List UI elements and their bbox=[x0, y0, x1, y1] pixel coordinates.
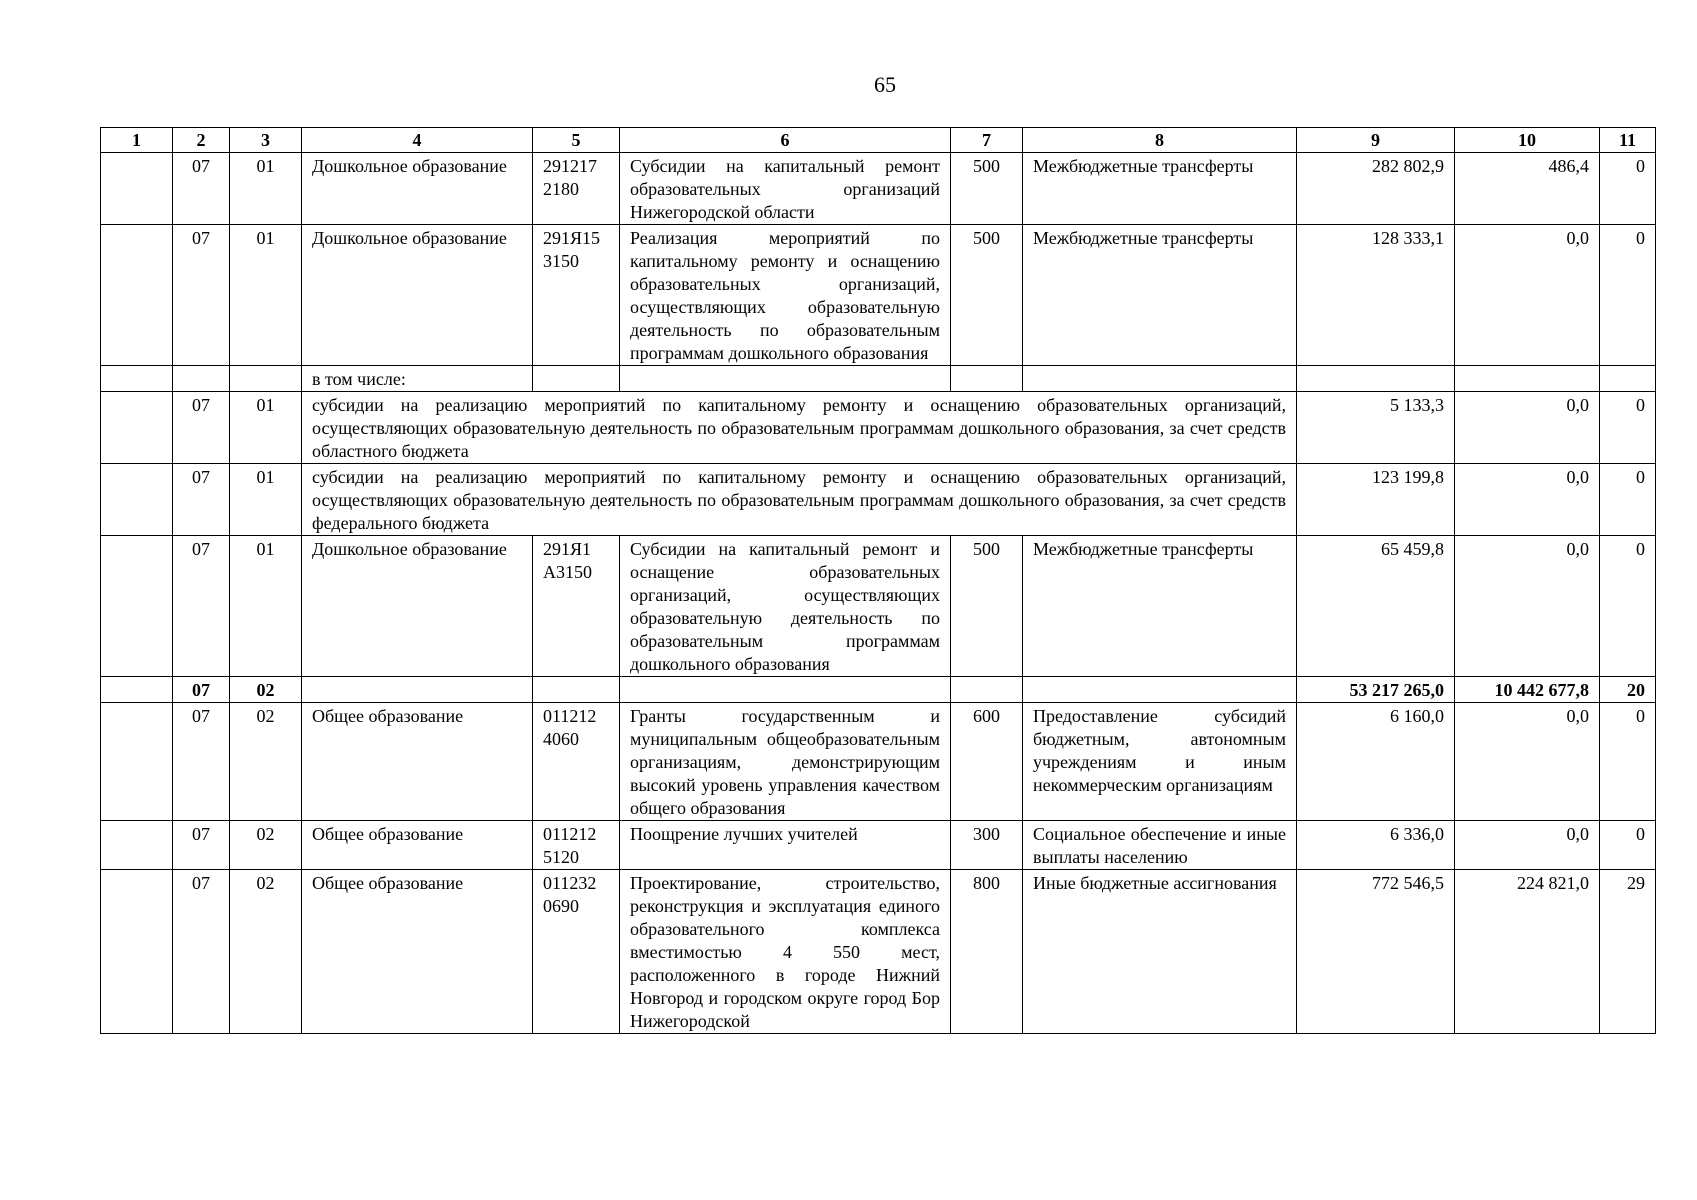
cell-target-name bbox=[620, 677, 951, 703]
cell-subsection: 01 bbox=[230, 225, 302, 366]
cell-section: 07 bbox=[173, 392, 230, 464]
cell-col11: 0 bbox=[1600, 536, 1656, 677]
cell-expense-name: Межбюджетные трансферты bbox=[1023, 153, 1297, 225]
table-row bbox=[101, 821, 1656, 870]
cell-expense-type bbox=[951, 366, 1023, 392]
cell-col1 bbox=[101, 464, 173, 536]
cell-target-code: 011212 4060 bbox=[533, 703, 620, 821]
cell-subsection: 01 bbox=[230, 536, 302, 677]
cell-target-code: 291Я1 А3150 bbox=[533, 536, 620, 677]
table-body bbox=[101, 153, 1656, 1034]
cell-amount: 5 133,3 bbox=[1297, 392, 1455, 464]
table-row bbox=[101, 870, 1656, 1034]
cell-subsection: 02 bbox=[230, 870, 302, 1034]
cell-target-name: Поощрение лучших учителей bbox=[620, 821, 951, 870]
cell-target-name: Реализация мероприятий по капитальному ремонту и оснащению образовательных организаций, осуществляющих образовательную деятельность по образовательным программам дошкольного образования bbox=[620, 225, 951, 366]
cell-expense-name: Межбюджетные трансферты bbox=[1023, 536, 1297, 677]
cell-amount: 65 459,8 bbox=[1297, 536, 1455, 677]
cell-amount-2: 224 821,0 bbox=[1455, 870, 1600, 1034]
cell-section: 07 bbox=[173, 677, 230, 703]
cell-target-code bbox=[533, 677, 620, 703]
cell-col11: 0 bbox=[1600, 392, 1656, 464]
table-row bbox=[101, 153, 1656, 225]
cell-col1 bbox=[101, 366, 173, 392]
cell-amount: 6 160,0 bbox=[1297, 703, 1455, 821]
cell-section: 07 bbox=[173, 821, 230, 870]
cell-section-name: Дошкольное образование bbox=[302, 536, 533, 677]
cell-section: 07 bbox=[173, 464, 230, 536]
column-header-11: 11 bbox=[1600, 128, 1656, 153]
cell-expense-type: 500 bbox=[951, 153, 1023, 225]
table-row bbox=[101, 536, 1656, 677]
cell-amount: 53 217 265,0 bbox=[1297, 677, 1455, 703]
column-header-5: 5 bbox=[533, 128, 620, 153]
cell-subsection: 01 bbox=[230, 464, 302, 536]
cell-amount-2: 486,4 bbox=[1455, 153, 1600, 225]
cell-col11: 20 bbox=[1600, 677, 1656, 703]
cell-target-name: Гранты государственным и муниципальным общеобразовательным организациям, демонстрирующим высокий уровень управления качеством общего образования bbox=[620, 703, 951, 821]
cell-col1 bbox=[101, 392, 173, 464]
cell-target-code: 291217 2180 bbox=[533, 153, 620, 225]
cell-target-name: Проектирование, строительство, реконструкция и эксплуатация единого образовательного комплекса вместимостью 4 550 мест, расположенного в городе Нижний Новгород и городском округе город Бор Нижегородской bbox=[620, 870, 951, 1034]
cell-amount-2 bbox=[1455, 366, 1600, 392]
table-row bbox=[101, 703, 1656, 821]
column-header-1: 1 bbox=[101, 128, 173, 153]
cell-expense-type: 500 bbox=[951, 225, 1023, 366]
cell-amount: 128 333,1 bbox=[1297, 225, 1455, 366]
cell-expense-name: Межбюджетные трансферты bbox=[1023, 225, 1297, 366]
table-row bbox=[101, 225, 1656, 366]
cell-expense-type: 800 bbox=[951, 870, 1023, 1034]
cell-section-name: Дошкольное образование bbox=[302, 225, 533, 366]
cell-expense-name: Социальное обеспечение и иные выплаты населению bbox=[1023, 821, 1297, 870]
budget-table bbox=[100, 127, 1656, 1034]
cell-col1 bbox=[101, 821, 173, 870]
cell-section-name bbox=[302, 677, 533, 703]
cell-subsection: 01 bbox=[230, 392, 302, 464]
column-header-9: 9 bbox=[1297, 128, 1455, 153]
cell-amount-2: 0,0 bbox=[1455, 703, 1600, 821]
cell-section bbox=[173, 366, 230, 392]
cell-section-name: в том числе: bbox=[302, 366, 533, 392]
cell-amount-2: 0,0 bbox=[1455, 464, 1600, 536]
cell-expense-type: 600 bbox=[951, 703, 1023, 821]
table-row bbox=[101, 677, 1656, 703]
cell-col1 bbox=[101, 153, 173, 225]
column-header-7: 7 bbox=[951, 128, 1023, 153]
cell-expense-name: Иные бюджетные ассигнования bbox=[1023, 870, 1297, 1034]
cell-target-code: 011212 5120 bbox=[533, 821, 620, 870]
cell-section-name: Общее образование bbox=[302, 870, 533, 1034]
page-number: 65 bbox=[874, 72, 896, 97]
cell-amount: 772 546,5 bbox=[1297, 870, 1455, 1034]
cell-col11: 0 bbox=[1600, 703, 1656, 821]
cell-subsection: 02 bbox=[230, 821, 302, 870]
column-header-4: 4 bbox=[302, 128, 533, 153]
cell-amount: 6 336,0 bbox=[1297, 821, 1455, 870]
cell-subsection: 01 bbox=[230, 153, 302, 225]
cell-section: 07 bbox=[173, 536, 230, 677]
cell-col1 bbox=[101, 677, 173, 703]
cell-amount bbox=[1297, 366, 1455, 392]
cell-amount-2: 0,0 bbox=[1455, 536, 1600, 677]
column-header-3: 3 bbox=[230, 128, 302, 153]
cell-col11: 0 bbox=[1600, 225, 1656, 366]
cell-section: 07 bbox=[173, 870, 230, 1034]
table-row bbox=[101, 464, 1656, 536]
cell-subsection bbox=[230, 366, 302, 392]
cell-section: 07 bbox=[173, 225, 230, 366]
cell-target-name bbox=[620, 366, 951, 392]
column-header-10: 10 bbox=[1455, 128, 1600, 153]
table-row bbox=[101, 366, 1656, 392]
cell-target-code: 011232 0690 bbox=[533, 870, 620, 1034]
table-row bbox=[101, 392, 1656, 464]
cell-col11: 29 bbox=[1600, 870, 1656, 1034]
column-header-8: 8 bbox=[1023, 128, 1297, 153]
cell-subsection: 02 bbox=[230, 703, 302, 821]
cell-expense-type: 500 bbox=[951, 536, 1023, 677]
cell-section-name: Общее образование bbox=[302, 703, 533, 821]
cell-expense-type: 300 bbox=[951, 821, 1023, 870]
cell-col11: 0 bbox=[1600, 464, 1656, 536]
cell-subsection: 02 bbox=[230, 677, 302, 703]
cell-col1 bbox=[101, 870, 173, 1034]
cell-expense-name bbox=[1023, 366, 1297, 392]
cell-description: субсидии на реализацию мероприятий по капитальному ремонту и оснащению образовательных организаций, осуществляющих образовательную деятельность по образовательным программам дошкольного образования, за счет средств федерального бюджета bbox=[302, 464, 1297, 536]
header-row bbox=[101, 128, 1656, 153]
cell-amount-2: 0,0 bbox=[1455, 225, 1600, 366]
cell-col1 bbox=[101, 225, 173, 366]
cell-amount: 123 199,8 bbox=[1297, 464, 1455, 536]
cell-expense-type bbox=[951, 677, 1023, 703]
cell-amount-2: 10 442 677,8 bbox=[1455, 677, 1600, 703]
cell-expense-name bbox=[1023, 677, 1297, 703]
cell-col11: 0 bbox=[1600, 153, 1656, 225]
column-header-2: 2 bbox=[173, 128, 230, 153]
cell-target-code bbox=[533, 366, 620, 392]
cell-section-name: Дошкольное образование bbox=[302, 153, 533, 225]
cell-target-name: Субсидии на капитальный ремонт образовательных организаций Нижегородской области bbox=[620, 153, 951, 225]
cell-target-code: 291Я15 3150 bbox=[533, 225, 620, 366]
cell-amount-2: 0,0 bbox=[1455, 392, 1600, 464]
cell-amount: 282 802,9 bbox=[1297, 153, 1455, 225]
cell-col1 bbox=[101, 703, 173, 821]
cell-amount-2: 0,0 bbox=[1455, 821, 1600, 870]
cell-col11 bbox=[1600, 366, 1656, 392]
cell-col11: 0 bbox=[1600, 821, 1656, 870]
cell-description: субсидии на реализацию мероприятий по капитальному ремонту и оснащению образовательных организаций, осуществляющих образовательную деятельность по образовательным программам дошкольного образования, за счет средств областного бюджета bbox=[302, 392, 1297, 464]
cell-section: 07 bbox=[173, 703, 230, 821]
cell-section: 07 bbox=[173, 153, 230, 225]
column-header-6: 6 bbox=[620, 128, 951, 153]
cell-col1 bbox=[101, 536, 173, 677]
cell-section-name: Общее образование bbox=[302, 821, 533, 870]
cell-expense-name: Предоставление субсидий бюджетным, автономным учреждениям и иным некоммерческим организациям bbox=[1023, 703, 1297, 821]
cell-target-name: Субсидии на капитальный ремонт и оснащение образовательных организаций, осуществляющих образовательную деятельность по образовательным программам дошкольного образования bbox=[620, 536, 951, 677]
